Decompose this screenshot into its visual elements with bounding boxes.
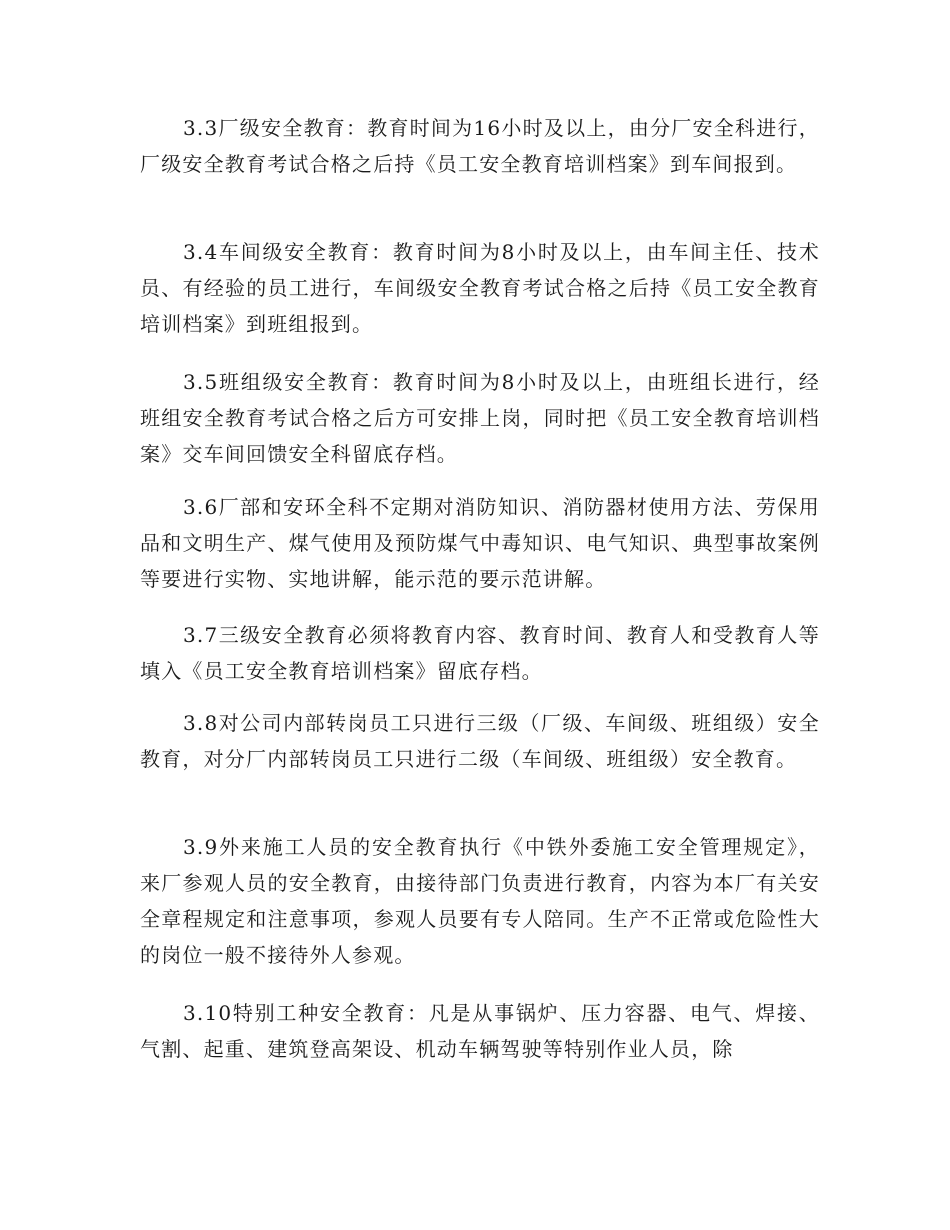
paragraph-3-6: 3.6厂部和安环全科不定期对消防知识、消防器材使用方法、劳保用品和文明生产、煤气使用及预防煤气中毒知识、电气知识、典型事故案例等要进行实物、实地讲解，能示范的要示范讲解。 xyxy=(140,495,820,591)
paragraph-3-8: 3.8对公司内部转岗员工只进行三级（厂级、车间级、班组级）安全教育，对分厂内部转岗员工只进行二级（车间级、班组级）安全教育。 xyxy=(140,711,820,771)
paragraph-3-5: 3.5班组级安全教育：教育时间为8小时及以上，由班组长进行，经班组安全教育考试合格之后方可安排上岗，同时把《员工安全教育培训档案》交车间回馈安全科留底存档。 xyxy=(140,370,820,466)
paragraph-3-4: 3.4车间级安全教育：教育时间为8小时及以上，由车间主任、技术员、有经验的员工进行，车间级安全教育考试合格之后持《员工安全教育培训档案》到班组报到。 xyxy=(140,240,820,336)
paragraph-3-10: 3.10特别工种安全教育：凡是从事锅炉、压力容器、电气、焊接、气割、起重、建筑登高架设、机动车辆驾驶等特别作业人员，除 xyxy=(140,1001,820,1061)
paragraph-3-3: 3.3厂级安全教育：教育时间为16小时及以上，由分厂安全科进行，厂级安全教育考试合格之后持《员工安全教育培训档案》到车间报到。 xyxy=(140,116,820,176)
paragraph-3-9: 3.9外来施工人员的安全教育执行《中铁外委施工安全管理规定》，来厂参观人员的安全教育，由接待部门负责进行教育，内容为本厂有关安全章程规定和注意事项，参观人员要有专人陪同。生产不正常或危险性大的岗位一般不接待外人参观。 xyxy=(140,835,820,967)
paragraph-3-7: 3.7三级安全教育必须将教育内容、教育时间、教育人和受教育人等填入《员工安全教育培训档案》留底存档。 xyxy=(140,623,820,683)
